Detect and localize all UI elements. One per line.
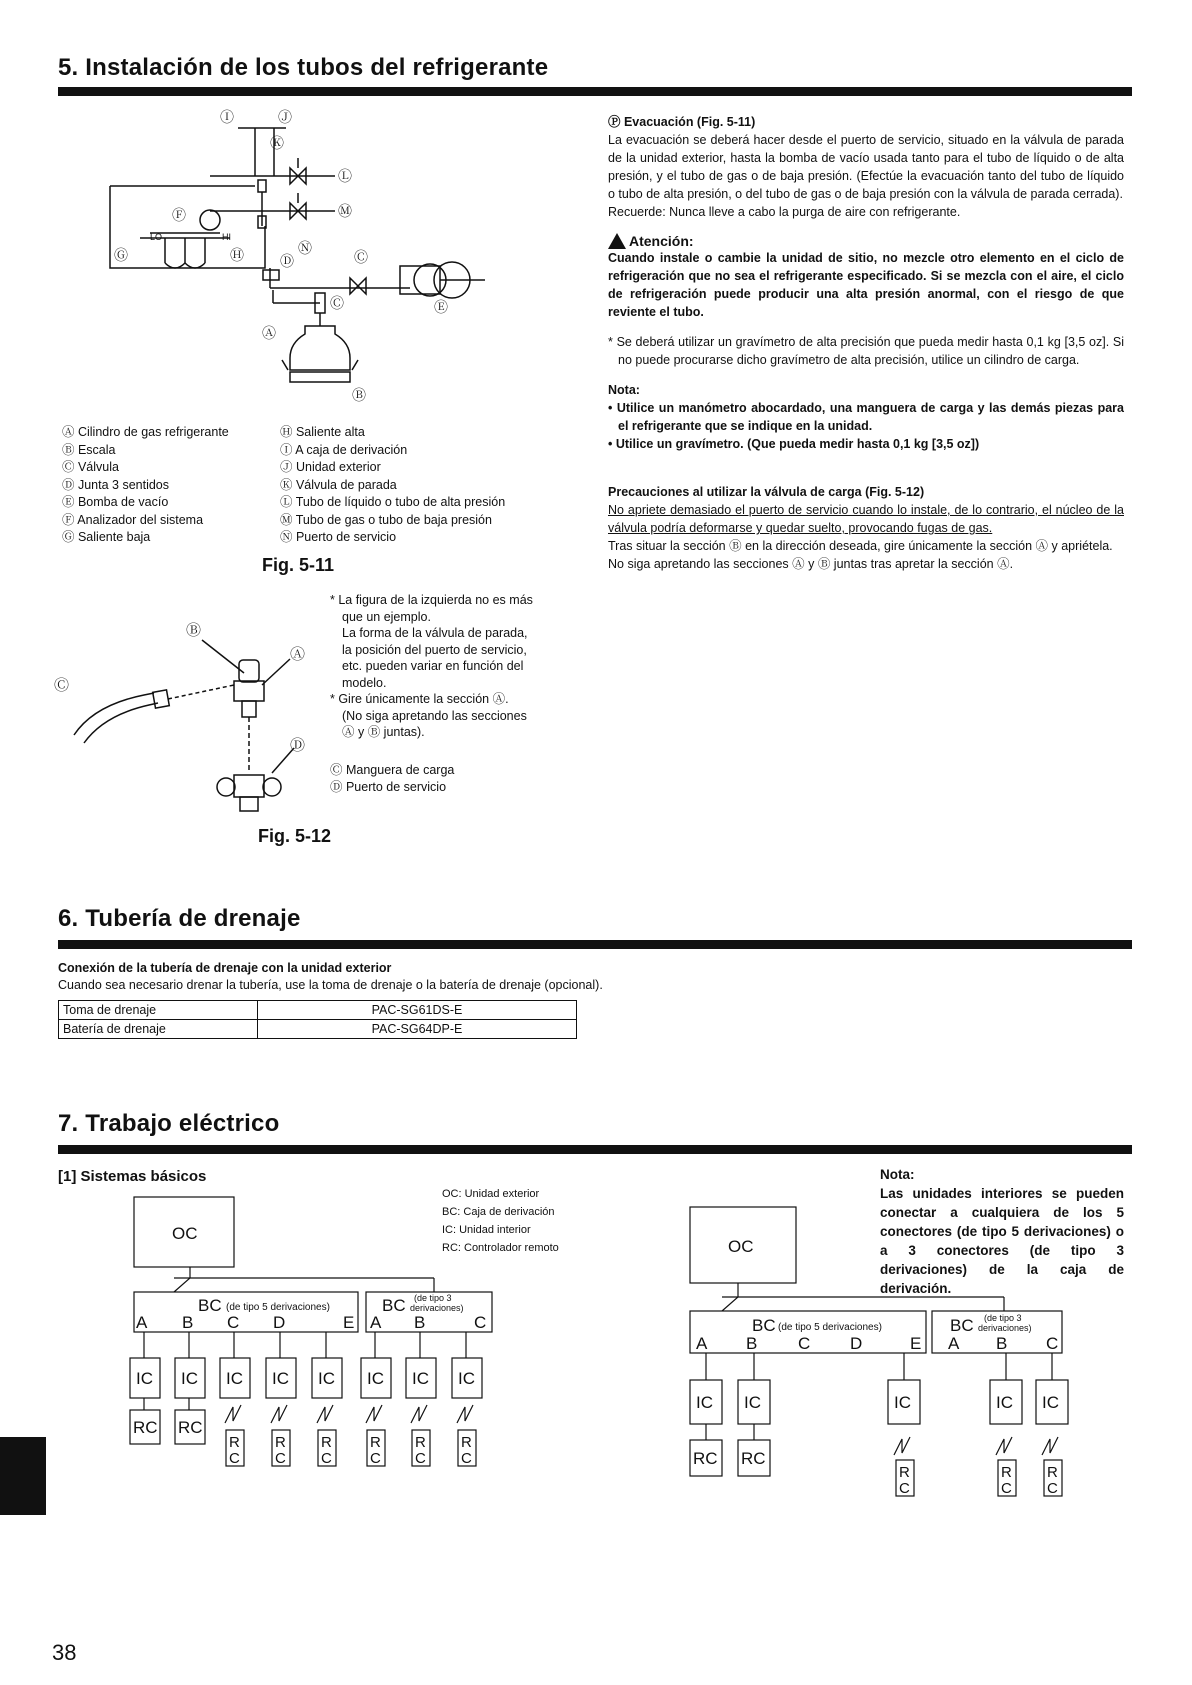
rc-label: RC <box>693 1449 718 1468</box>
label-k: Ⓚ <box>270 135 284 151</box>
legend-item: Ⓝ Puerto de servicio <box>280 530 397 544</box>
legend-item: Ⓓ Puerto de servicio <box>330 779 447 794</box>
label-g: Ⓖ <box>114 247 128 263</box>
rc-label: RC <box>741 1449 766 1468</box>
r-label: R <box>899 1464 910 1481</box>
abbrev-item: BC: Caja de derivación <box>442 1206 555 1218</box>
port-label: D <box>273 1313 286 1332</box>
port-label: C <box>227 1313 240 1332</box>
wiring-diagram-basic-right <box>686 1205 1076 1497</box>
legend-item: Ⓗ Saliente alta <box>280 425 365 439</box>
label-n: Ⓝ <box>298 240 312 256</box>
label-j: Ⓙ <box>278 109 292 125</box>
bc5-sub-label: (de tipo 5 derivaciones) <box>778 1322 882 1333</box>
section-5-right-column <box>608 113 1124 573</box>
r-label: R <box>1047 1464 1058 1481</box>
r-label: R <box>321 1434 332 1451</box>
label-c: Ⓒ <box>54 677 70 694</box>
section-6-title: 6. Tubería de drenaje <box>58 905 301 932</box>
warning-triangle-icon <box>608 233 626 249</box>
c-label: C <box>461 1450 472 1467</box>
section-7-title: 7. Trabajo eléctrico <box>58 1110 280 1137</box>
note-line: Ⓐ y Ⓑ juntas). <box>342 725 425 739</box>
fig-5-12-legend <box>330 762 454 795</box>
port-label: A <box>696 1334 708 1353</box>
port-label: E <box>910 1334 922 1353</box>
legend-item: Ⓓ Junta 3 sentidos <box>62 477 170 492</box>
oc-label: OC <box>172 1224 198 1243</box>
bc3-sub-label-2: derivaciones) <box>410 1303 464 1313</box>
language-side-tab <box>0 1437 46 1515</box>
label-h: Ⓗ <box>230 247 244 263</box>
bc3-sub-label-1: (de tipo 3 <box>414 1293 452 1303</box>
nota-item: • Utilice un gravímetro. (Que pueda medir hasta 0,1 kg [3,5 oz]) <box>608 437 980 451</box>
c-label: C <box>370 1450 381 1467</box>
legend-item: Ⓚ Válvula de parada <box>280 477 397 492</box>
ic-label: IC <box>696 1393 713 1412</box>
r-label: R <box>370 1434 381 1451</box>
note-line: (No siga apretando las secciones <box>342 708 527 723</box>
legend-item: Ⓙ Unidad exterior <box>280 460 381 474</box>
bc3-sub-label-1: (de tipo 3 <box>984 1313 1022 1323</box>
rc-label: RC <box>178 1418 203 1437</box>
ic-label: IC <box>744 1393 761 1412</box>
ic-label: IC <box>226 1369 243 1388</box>
note-line: * Gire únicamente la sección Ⓐ. <box>330 692 509 706</box>
table-cell: Batería de drenaje <box>59 1020 258 1039</box>
legend-item: Ⓔ Bomba de vacío <box>62 495 169 509</box>
port-label: B <box>746 1334 758 1353</box>
section-7-rule <box>58 1145 1132 1154</box>
label-a: Ⓐ <box>262 325 276 341</box>
label-lo: LO <box>150 232 163 242</box>
label-e: Ⓔ <box>434 299 448 315</box>
ic-label: IC <box>412 1369 429 1388</box>
ic-label: IC <box>367 1369 384 1388</box>
nota-title: Nota: <box>608 383 640 397</box>
port-label: C <box>1046 1334 1059 1353</box>
label-i: Ⓘ <box>220 109 234 125</box>
bc3-label: BC <box>950 1316 974 1335</box>
bc5-label: BC <box>198 1296 222 1315</box>
oc-label: OC <box>728 1237 754 1256</box>
evacuation-remember: Recuerde: Nunca lleve a cabo la purga de aire con refrigerante. <box>608 205 961 219</box>
page-number: 38 <box>52 1640 77 1665</box>
fig-5-11-legend-left <box>62 424 229 547</box>
drain-subtitle: Conexión de la tubería de drenaje con la unidad exterior <box>58 961 392 975</box>
table-row <box>59 1001 577 1020</box>
legend-item: Ⓛ Tubo de líquido o tubo de alta presión <box>280 495 506 509</box>
table-row <box>59 1020 577 1039</box>
port-label: B <box>996 1334 1008 1353</box>
rc-label: RC <box>133 1418 158 1437</box>
port-label: B <box>414 1313 426 1332</box>
attention-body: Cuando instale o cambie la unidad de sitio, no mezcle otro elemento en el ciclo de refrigeración que no sea el refrigerante especificado. Si se mezcla con el aire, el ciclo de refrigeración puede producir una alta presión anormal, con el riesgo de que reviente el tubo. <box>608 251 1124 319</box>
legend-item: Ⓐ Cilindro de gas refrigerante <box>62 425 229 439</box>
port-label: C <box>474 1313 487 1332</box>
label-hi: HI <box>222 232 231 242</box>
attention-title: Atención: <box>629 233 694 249</box>
fig-5-11-legend-right <box>280 424 505 547</box>
precaution-title: Precauciones al utilizar la válvula de carga (Fig. 5-12) <box>608 485 925 499</box>
wiring-diagram-basic-left <box>130 1195 500 1475</box>
port-label: C <box>798 1334 811 1353</box>
section-6-rule <box>58 940 1132 949</box>
note-line: La forma de la válvula de parada, <box>342 626 528 640</box>
ic-label: IC <box>458 1369 475 1388</box>
note-line: la posición del puerto de servicio, <box>342 642 527 657</box>
bc5-label: BC <box>752 1316 776 1335</box>
note-title: Nota: <box>880 1167 915 1182</box>
fig-5-12-diagram <box>54 615 334 815</box>
port-label: D <box>850 1334 863 1353</box>
nota-item: • Utilice un manómetro abocardado, una manguera de carga y las demás piezas para el refrigerante que se indique en la unidad. <box>608 401 1124 433</box>
legend-item: Ⓕ Analizador del sistema <box>62 512 204 527</box>
legend-item: Ⓒ Manguera de carga <box>330 763 455 777</box>
port-label: B <box>182 1313 194 1332</box>
ic-label: IC <box>136 1369 153 1388</box>
c-label: C <box>1047 1480 1058 1497</box>
label-l: Ⓛ <box>338 168 352 184</box>
ic-label: IC <box>272 1369 289 1388</box>
fig-5-11-diagram <box>110 108 550 408</box>
r-label: R <box>229 1434 240 1451</box>
label-b: Ⓑ <box>352 387 366 403</box>
c-label: C <box>899 1480 910 1497</box>
r-label: R <box>1001 1464 1012 1481</box>
label-c1: Ⓒ <box>354 249 368 265</box>
bc3-sub-label-2: derivaciones) <box>978 1323 1032 1333</box>
abbrev-item: RC: Controlador remoto <box>442 1242 559 1254</box>
bc5-sub-label: (de tipo 5 derivaciones) <box>226 1302 330 1313</box>
table-cell: PAC-SG64DP-E <box>258 1020 577 1039</box>
c-label: C <box>321 1450 332 1467</box>
legend-item: Ⓑ Escala <box>62 442 116 457</box>
evacuation-body: La evacuación se deberá hacer desde el puerto de servicio, situado en la válvula de parada de la unidad exterior, hasta la bomba de vacío usada tanto para el tubo de líquido o de alta presión, y el tubo de gas o de baja presión. (Efectúe la evacuación tanto del tubo de líquido o tubo de alta presión, o del tubo de gas o de baja presión con la válvula de parada cerrada). <box>608 133 1124 201</box>
note-line: modelo. <box>342 675 387 690</box>
fig-5-12-label: Fig. 5-12 <box>258 826 332 846</box>
asterisk-note: * Se deberá utilizar un gravímetro de alta precisión que pueda medir hasta 0,1 kg [3,5 oz]. Si no puede procurarse dicho gravímetro de alta precisión, utilice un cilindro de carga. <box>608 335 1124 367</box>
drain-body: Cuando sea necesario drenar la tubería, use la toma de drenaje o la batería de drenaje (opcional). <box>58 978 603 992</box>
r-label: R <box>415 1434 426 1451</box>
port-label: E <box>343 1313 355 1332</box>
note-line: que un ejemplo. <box>342 609 431 624</box>
label-m: Ⓜ <box>338 203 352 219</box>
label-b: Ⓑ <box>186 622 202 639</box>
c-label: C <box>415 1450 426 1467</box>
ic-label: IC <box>181 1369 198 1388</box>
section-5-title: 5. Instalación de los tubos del refrigerante <box>58 54 549 81</box>
note-line: etc. pueden variar en función del <box>342 659 524 673</box>
label-f: Ⓕ <box>172 207 186 223</box>
label-c2: Ⓒ <box>330 295 344 311</box>
c-label: C <box>1001 1480 1012 1497</box>
ic-label: IC <box>318 1369 335 1388</box>
basic-systems-subtitle: [1] Sistemas básicos <box>58 1168 207 1185</box>
table-cell: PAC-SG61DS-E <box>258 1001 577 1020</box>
abbrev-item: IC: Unidad interior <box>442 1224 531 1236</box>
label-d: Ⓓ <box>290 737 306 754</box>
legend-item: Ⓜ Tubo de gas o tubo de baja presión <box>280 512 492 527</box>
evacuation-title: Ⓟ Evacuación (Fig. 5-11) <box>608 115 756 129</box>
attention-heading <box>608 233 1124 249</box>
drain-table <box>58 1000 577 1039</box>
section-5-rule <box>58 87 1132 96</box>
c-label: C <box>275 1450 286 1467</box>
port-label: A <box>136 1313 148 1332</box>
r-label: R <box>461 1434 472 1451</box>
ic-label: IC <box>996 1393 1013 1412</box>
ic-label: IC <box>894 1393 911 1412</box>
ic-label: IC <box>1042 1393 1059 1412</box>
precaution-body: No siga apretando las secciones Ⓐ y Ⓑ juntas tras apretar la sección Ⓐ. <box>608 557 1014 571</box>
legend-item: Ⓘ A caja de derivación <box>280 442 408 457</box>
port-label: A <box>948 1334 960 1353</box>
fig-5-12-notes <box>330 592 570 741</box>
bc3-label: BC <box>382 1296 406 1315</box>
r-label: R <box>275 1434 286 1451</box>
legend-item: Ⓒ Válvula <box>62 460 119 474</box>
legend-item: Ⓖ Saliente baja <box>62 530 151 544</box>
c-label: C <box>229 1450 240 1467</box>
note-body: Las unidades interiores se pueden conectar a cualquiera de los 5 conectores (de tipo 5 derivaciones) o a 3 conectores (de tipo 3 derivaciones) de la caja de derivación. <box>880 1186 1124 1296</box>
fig-5-11-label: Fig. 5-11 <box>262 555 335 575</box>
port-label: A <box>370 1313 382 1332</box>
table-cell: Toma de drenaje <box>59 1001 258 1020</box>
note-line: * La figura de la izquierda no es más <box>330 593 533 607</box>
label-a: Ⓐ <box>290 646 306 663</box>
label-d: Ⓓ <box>280 253 294 269</box>
precaution-body: Tras situar la sección Ⓑ en la dirección deseada, gire únicamente la sección Ⓐ y apriétela. <box>608 539 1113 553</box>
abbrev-item: OC: Unidad exterior <box>442 1188 540 1200</box>
precaution-warning: No apriete demasiado el puerto de servicio cuando lo instale, de lo contrario, el núcleo de la válvula podría deformarse y quedar suelto, provocando fugas de gas. <box>608 503 1124 535</box>
